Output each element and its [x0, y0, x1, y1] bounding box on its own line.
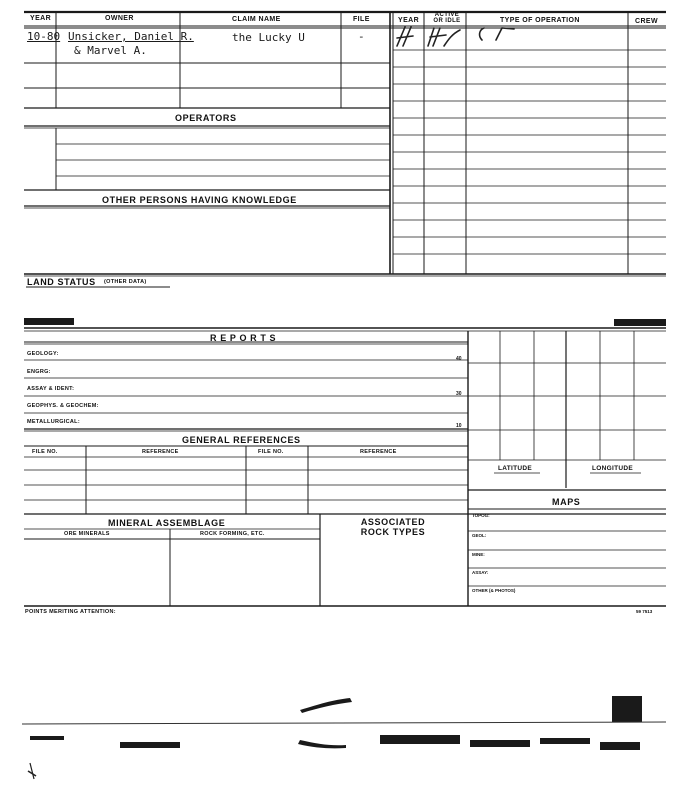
report-num-geology: 40 [456, 356, 462, 362]
rock-forming-header: ROCK FORMING, ETC. [200, 531, 265, 537]
report-label-engrg: ENGRG: [27, 369, 51, 375]
ore-minerals-header: ORE MINERALS [64, 531, 110, 537]
land-status-heading: LAND STATUS [27, 277, 96, 287]
maps-mine: MINE: [472, 552, 485, 557]
header-activity-year: YEAR [398, 17, 420, 24]
row-claim-name: the Lucky U [232, 31, 305, 44]
other-persons-heading: OTHER PERSONS HAVING KNOWLEDGE [102, 195, 297, 205]
row-file: - [358, 30, 365, 43]
header-claim-name: CLAIM NAME [232, 16, 281, 23]
maps-geol: GEOL: [472, 533, 487, 538]
file-no-header-2: FILE NO. [258, 449, 284, 455]
reference-header-1: REFERENCE [142, 449, 179, 455]
reference-header-2: REFERENCE [360, 449, 397, 455]
maps-heading: MAPS [552, 497, 581, 507]
header-active-idle: ACTIVE OR IDLE [433, 12, 461, 24]
report-label-assay: ASSAY & IDENT: [27, 386, 75, 392]
points-meriting-attention: POINTS MERITING ATTENTION: [25, 609, 116, 615]
row-year: 10-80 [27, 30, 61, 43]
header-owner: OWNER [105, 15, 134, 22]
maps-other: OTHER (& PHOTOS) [472, 588, 516, 593]
report-label-metallurgical: METALLURGICAL: [27, 419, 80, 425]
report-label-geology: GEOLOGY: [27, 351, 59, 357]
header-type-of-operation: TYPE OF OPERATION [500, 17, 580, 24]
form-number: 59 7513 [636, 609, 653, 614]
associated-rock-types-heading: ASSOCIATED ROCK TYPES [360, 517, 426, 537]
general-references-heading: GENERAL REFERENCES [182, 435, 301, 445]
file-no-header-1: FILE NO. [32, 449, 58, 455]
row-owner: Unsicker, Daniel R. [68, 30, 194, 43]
report-num-assay: 30 [456, 391, 462, 397]
longitude-label: LONGITUDE [592, 465, 633, 472]
mineral-assemblage-heading: MINERAL ASSEMBLAGE [108, 518, 226, 528]
row-owner-2: & Marvel A. [74, 44, 147, 57]
latitude-label: LATITUDE [498, 465, 533, 472]
reports-heading: R E P O R T S [210, 333, 277, 343]
header-year: YEAR [30, 15, 52, 22]
header-crew: CREW [635, 18, 658, 25]
maps-topog: TOPOG: [472, 513, 490, 518]
header-file: FILE [353, 16, 370, 23]
land-status-subheading: (OTHER DATA) [104, 279, 147, 285]
operators-heading: OPERATORS [175, 113, 237, 123]
report-label-geophys: GEOPHYS. & GEOCHEM: [27, 403, 99, 409]
report-num-metallurgical: 10 [456, 423, 462, 429]
maps-assay: ASSAY: [472, 570, 489, 575]
